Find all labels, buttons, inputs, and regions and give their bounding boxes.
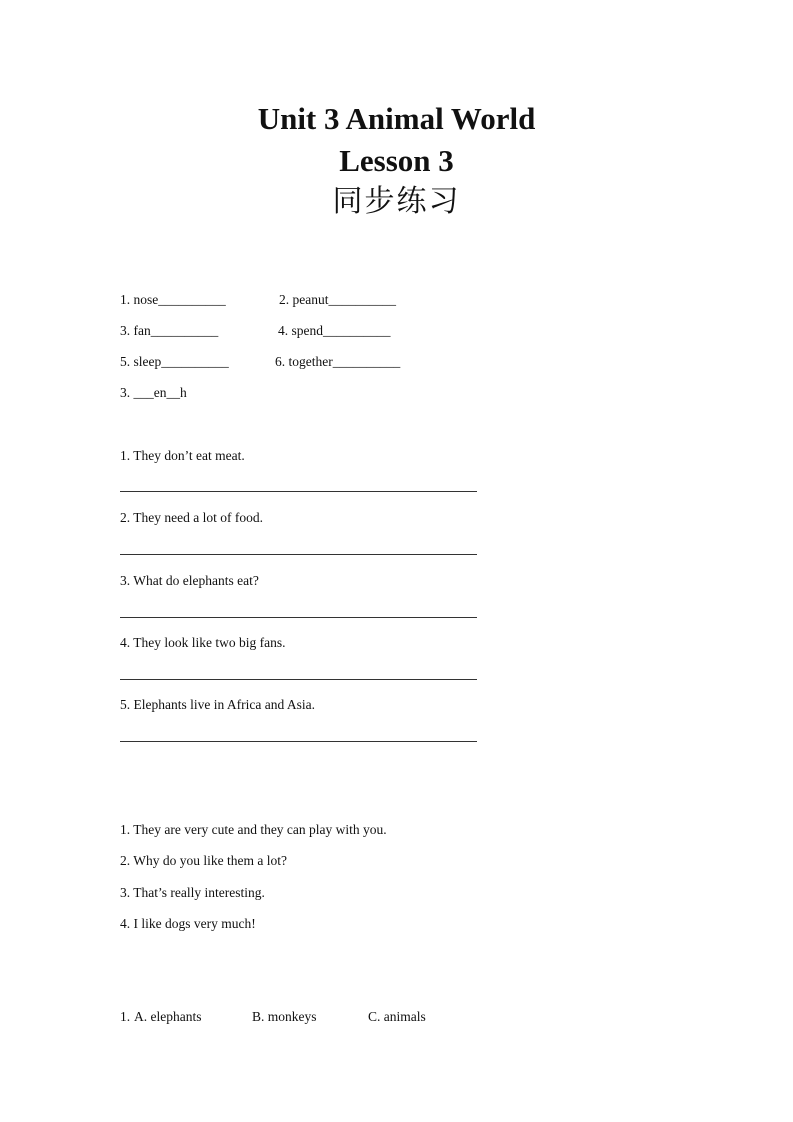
answer-line (120, 617, 477, 618)
sentence-item: 2. They need a lot of food. (120, 510, 263, 525)
unit-title: Unit 3 Animal World (257, 101, 536, 136)
sentence-item: 4. I like dogs very much! (120, 916, 256, 931)
spelling-item: 3. ___en__h (120, 385, 187, 400)
lesson-title: Lesson 3 (339, 143, 454, 178)
sentence-item: 3. What do elephants eat? (120, 573, 259, 588)
vocab-item: 4. spend__________ (278, 323, 391, 338)
choice-option: A. elephants (134, 1009, 202, 1024)
sentence-item: 1. They don’t eat meat. (120, 448, 245, 463)
answer-line (120, 679, 477, 680)
vocab-item: 2. peanut__________ (279, 292, 396, 307)
vocab-item: 5. sleep__________ (120, 354, 229, 369)
vocab-item: 1. nose__________ (120, 292, 226, 307)
sentence-item: 2. Why do you like them a lot? (120, 853, 287, 868)
answer-line (120, 554, 477, 555)
sentence-item: 4. They look like two big fans. (120, 635, 286, 650)
question-number: 1. (120, 1009, 131, 1024)
sentence-item: 5. Elephants live in Africa and Asia. (120, 697, 315, 712)
title-block (0, 98, 793, 222)
choice-option: B. monkeys (252, 1009, 317, 1024)
vocab-item: 6. together__________ (275, 354, 401, 369)
answer-line (120, 741, 477, 742)
sentence-item: 3. That’s really interesting. (120, 885, 265, 900)
answer-line (120, 491, 477, 492)
vocab-item: 3. fan__________ (120, 323, 219, 338)
practice-title: 同步练习 (332, 184, 461, 219)
sentence-item: 1. They are very cute and they can play with you. (120, 822, 387, 837)
choice-option: C. animals (368, 1009, 426, 1024)
